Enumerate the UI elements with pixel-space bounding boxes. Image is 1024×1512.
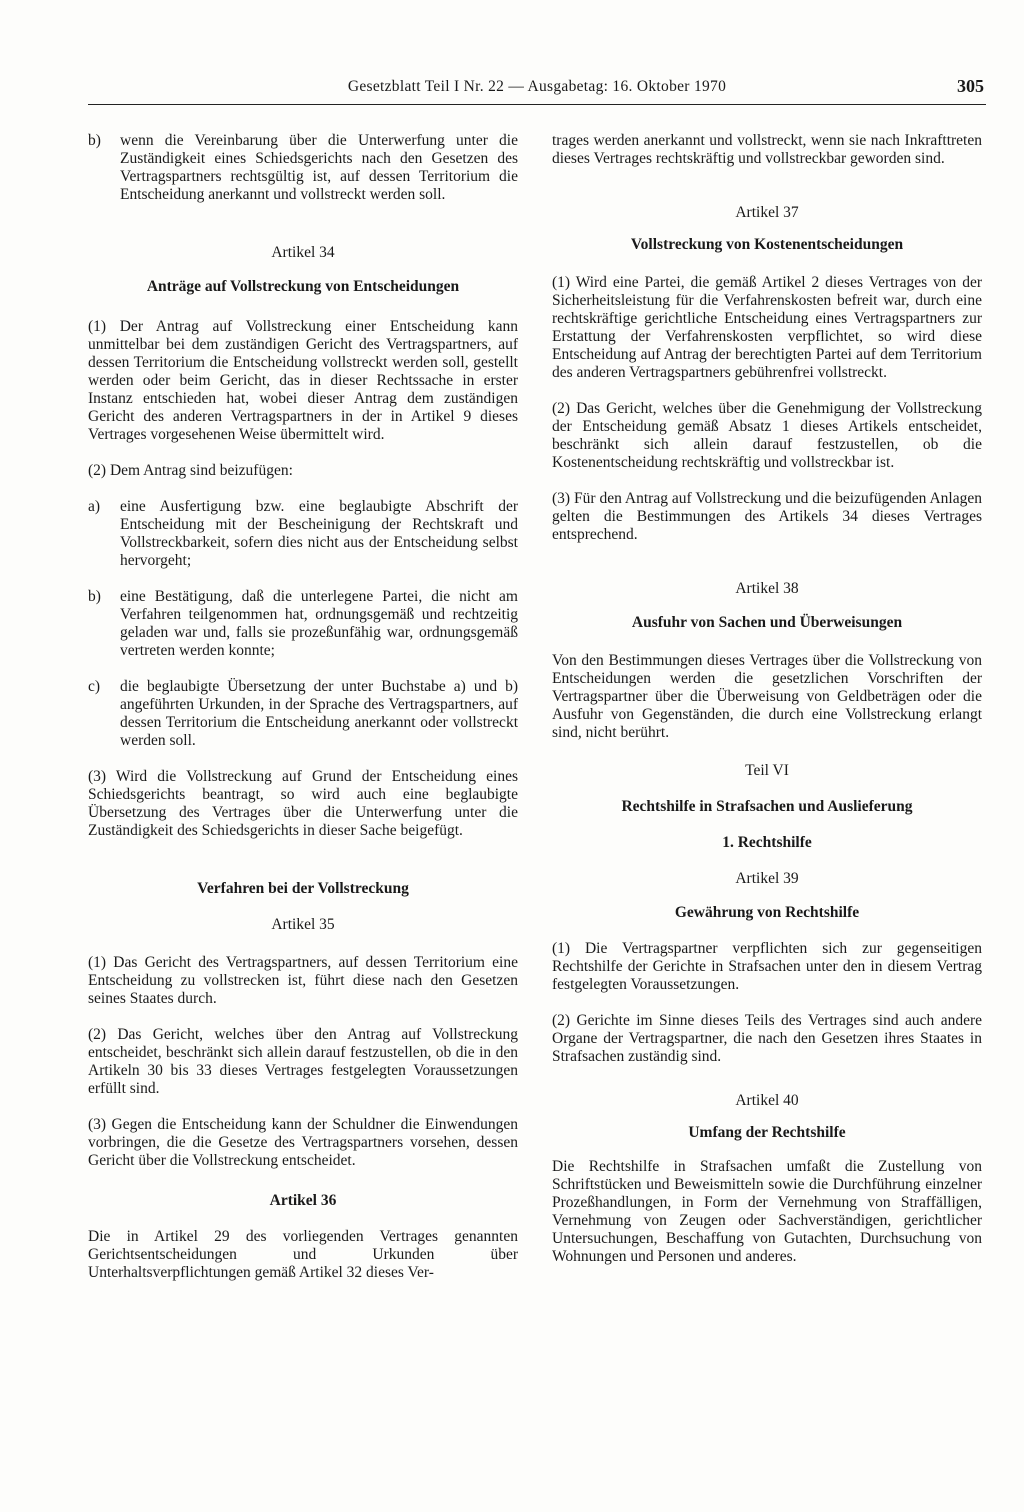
list-label: c) (88, 678, 101, 695)
paragraph: (3) Wird die Vollstreckung auf Grund der Entscheidung eines Schiedsgerichts beantragt, so wird auch eine beglaubigte Übersetzung des Vertrages über die Unterwerfung unter die Zuständigkeit des Schiedsgerichts in dieser Sache beigefügt. (88, 768, 518, 839)
sub-heading: 1. Rechtshilfe (722, 834, 812, 851)
paragraph: (1) Das Gericht des Vertragspartners, auf dessen Territorium eine Entscheidung zu vollstrecken ist, führt diese nach den Gesetzen seines Staates durch. (88, 954, 518, 1007)
list-text: wenn die Vereinbarung über die Unterwerfung unter die Zuständigkeit eines Schiedsgerichts nach den Gesetzen des Vertragspartners rechtsgültig ist, auf dessen Territorium die Entscheidung anerkannt und vollstreckt werden soll. (120, 132, 518, 203)
paragraph: (1) Die Vertragspartner verpflichten sich zur gegenseitigen Rechtshilfe der Gerichte in Strafsachen unter den in diesem Vertrag festgelegten Voraussetzungen. (552, 940, 982, 993)
article-title: Artikel 40 (735, 1092, 799, 1109)
list-text: eine Bestätigung, daß die unterlegene Partei, die nicht am Verfahren teilgenommen hat, ordnungsgemäß und rechtzeitig geladen war und, falls sie prozeßunfähig war, ordnungsgemäß vertreten werden konnte; (120, 588, 518, 659)
page-header (88, 74, 986, 105)
part-title: Teil VI (745, 762, 789, 779)
paragraph: (2) Das Gericht, welches über den Antrag auf Vollstreckung entscheidet, beschränkt sich allein darauf festzustellen, ob die in den Artikeln 30 bis 33 dieses Vertrages festgelegten Voraussetzungen erfüllt sind. (88, 1026, 518, 1097)
paragraph: (2) Gerichte im Sinne dieses Teils des Vertrages sind auch andere Organe der Vertragspartner, die nach den Gesetzen ihres Staates in Strafsachen zuständig sind. (552, 1012, 982, 1065)
paragraph: (2) Das Gericht, welches über die Genehmigung der Vollstreckung der Entscheidung gemäß Absatz 1 dieses Artikels entscheidet, beschränkt sich allein darauf festzustellen, ob die Kostenentscheidung rechtskräftig und vollstreckbar ist. (552, 400, 982, 471)
paragraph: (1) Wird eine Partei, die gemäß Artikel 2 dieses Vertrages von der Sicherheitsleistung für die Verfahrenskosten befreit war, durch eine rechtskräftige gerichtliche Entscheidung eines Vertragspartners zur Erstattung der Verfahrenskosten verpflichtet, so wird diese Entscheidung auf Antrag der berechtigten Partei auf dem Territorium des anderen Vertragspartners gebührenfrei vollstreckt. (552, 274, 982, 381)
paragraph: (3) Gegen die Entscheidung kann der Schuldner die Einwendungen vorbringen, die die Gesetze des Vertragspartners vorsehen, dessen Gericht über die Vollstreckung entscheidet. (88, 1116, 518, 1169)
list-label: b) (88, 588, 101, 605)
article-heading: Gewährung von Rechtshilfe (674, 904, 860, 921)
article-title: Artikel 39 (735, 870, 799, 887)
paragraph: (1) Der Antrag auf Vollstreckung einer Entscheidung kann unmittelbar bei dem zuständigen Gericht des Vertragspartners, auf dessen Territorium die Entscheidung vollstreckt werden soll, gestellt werden oder beim Gericht, das in dieser Rechtssache in erster Instanz entschieden hat, wobei dieser Antrag dem zuständigen Gericht des anderen Vertragspartners in der in Artikel 9 dieses Vertrages vorgesehenen Weise übermittelt wird. (88, 318, 518, 443)
paragraph: Von den Bestimmungen dieses Vertrages über die Vollstreckung von Entscheidungen werden die gesetzlichen Vorschriften der Vertragspartner über die Überweisung von Geldbeträgen oder die Ausfuhr von Gegenständen, die durch eine Vollstreckung erlangt sind, nicht berührt. (552, 652, 982, 741)
running-head: Gesetzblatt Teil I Nr. 22 — Ausgabetag: 16. Oktober 1970 (347, 78, 727, 95)
right-column (552, 132, 982, 1266)
part-heading: Rechtshilfe in Strafsachen und Auslieferung (621, 798, 913, 815)
list-item (88, 588, 518, 660)
article-title: Artikel 34 (271, 244, 335, 261)
article-heading: Ausfuhr von Sachen und Überweisungen (631, 614, 903, 631)
list-label: b) (88, 132, 101, 149)
paragraph: (3) Für den Antrag auf Vollstreckung und die beizufügenden Anlagen gelten die Bestimmungen des Artikels 34 dieses Vertrages entsprechend. (552, 490, 982, 543)
page-number: 305 (957, 76, 984, 96)
paragraph: (2) Dem Antrag sind beizufügen: (88, 462, 293, 479)
article-title: Artikel 35 (271, 916, 335, 933)
article-heading: Vollstreckung von Kostenentscheidungen (630, 236, 904, 253)
paragraph: Die Rechtshilfe in Strafsachen umfaßt die Zustellung von Schriftstücken und Beweismitteln sowie die Durchführung einzelner Prozeßhandlungen, in Form der Vernehmung von Straffälligen, Vernehmung von Zeugen oder Sachverständigen, gerichtlicher Untersuchungen, Beschaffung von Gutachten, Durchsuchung von Wohnungen und Personen und anderes. (552, 1158, 982, 1265)
article-title: Artikel 36 (269, 1192, 337, 1209)
article-title: Artikel 37 (735, 204, 799, 221)
list-item (88, 498, 518, 570)
list-item (88, 132, 518, 204)
article-heading: Umfang der Rechtshilfe (688, 1124, 846, 1141)
list-text: eine Ausfertigung bzw. eine beglaubigte Abschrift der Entscheidung mit der Bescheinigung der Rechtskraft und Vollstreckbarkeit, sofern dies nicht aus der Entscheidung selbst hervorgeht; (120, 498, 518, 569)
article-title: Artikel 38 (735, 580, 799, 597)
paragraph: Die in Artikel 29 des vorliegenden Vertrages genannten Gerichtsentscheidungen und Urkunden über Unterhaltsverpflichtungen gemäß Artikel 32 dieses Ver- (88, 1228, 518, 1281)
article-heading: Anträge auf Vollstreckung von Entscheidungen (146, 278, 460, 295)
section-heading: Verfahren bei der Vollstreckung (197, 880, 409, 897)
left-column (88, 132, 518, 1282)
list-item (88, 678, 518, 750)
list-text: die beglaubigte Übersetzung der unter Buchstabe a) und b) angeführten Urkunden, in der Sprache des Vertragspartners, auf dessen Territorium die Entscheidung anerkannt oder vollstreckt werden soll. (120, 678, 518, 749)
list-label: a) (88, 498, 101, 515)
paragraph: trages werden anerkannt und vollstreckt, wenn sie nach Inkrafttreten dieses Vertrages rechtskräftig und vollstreckbar geworden sind. (552, 132, 982, 167)
